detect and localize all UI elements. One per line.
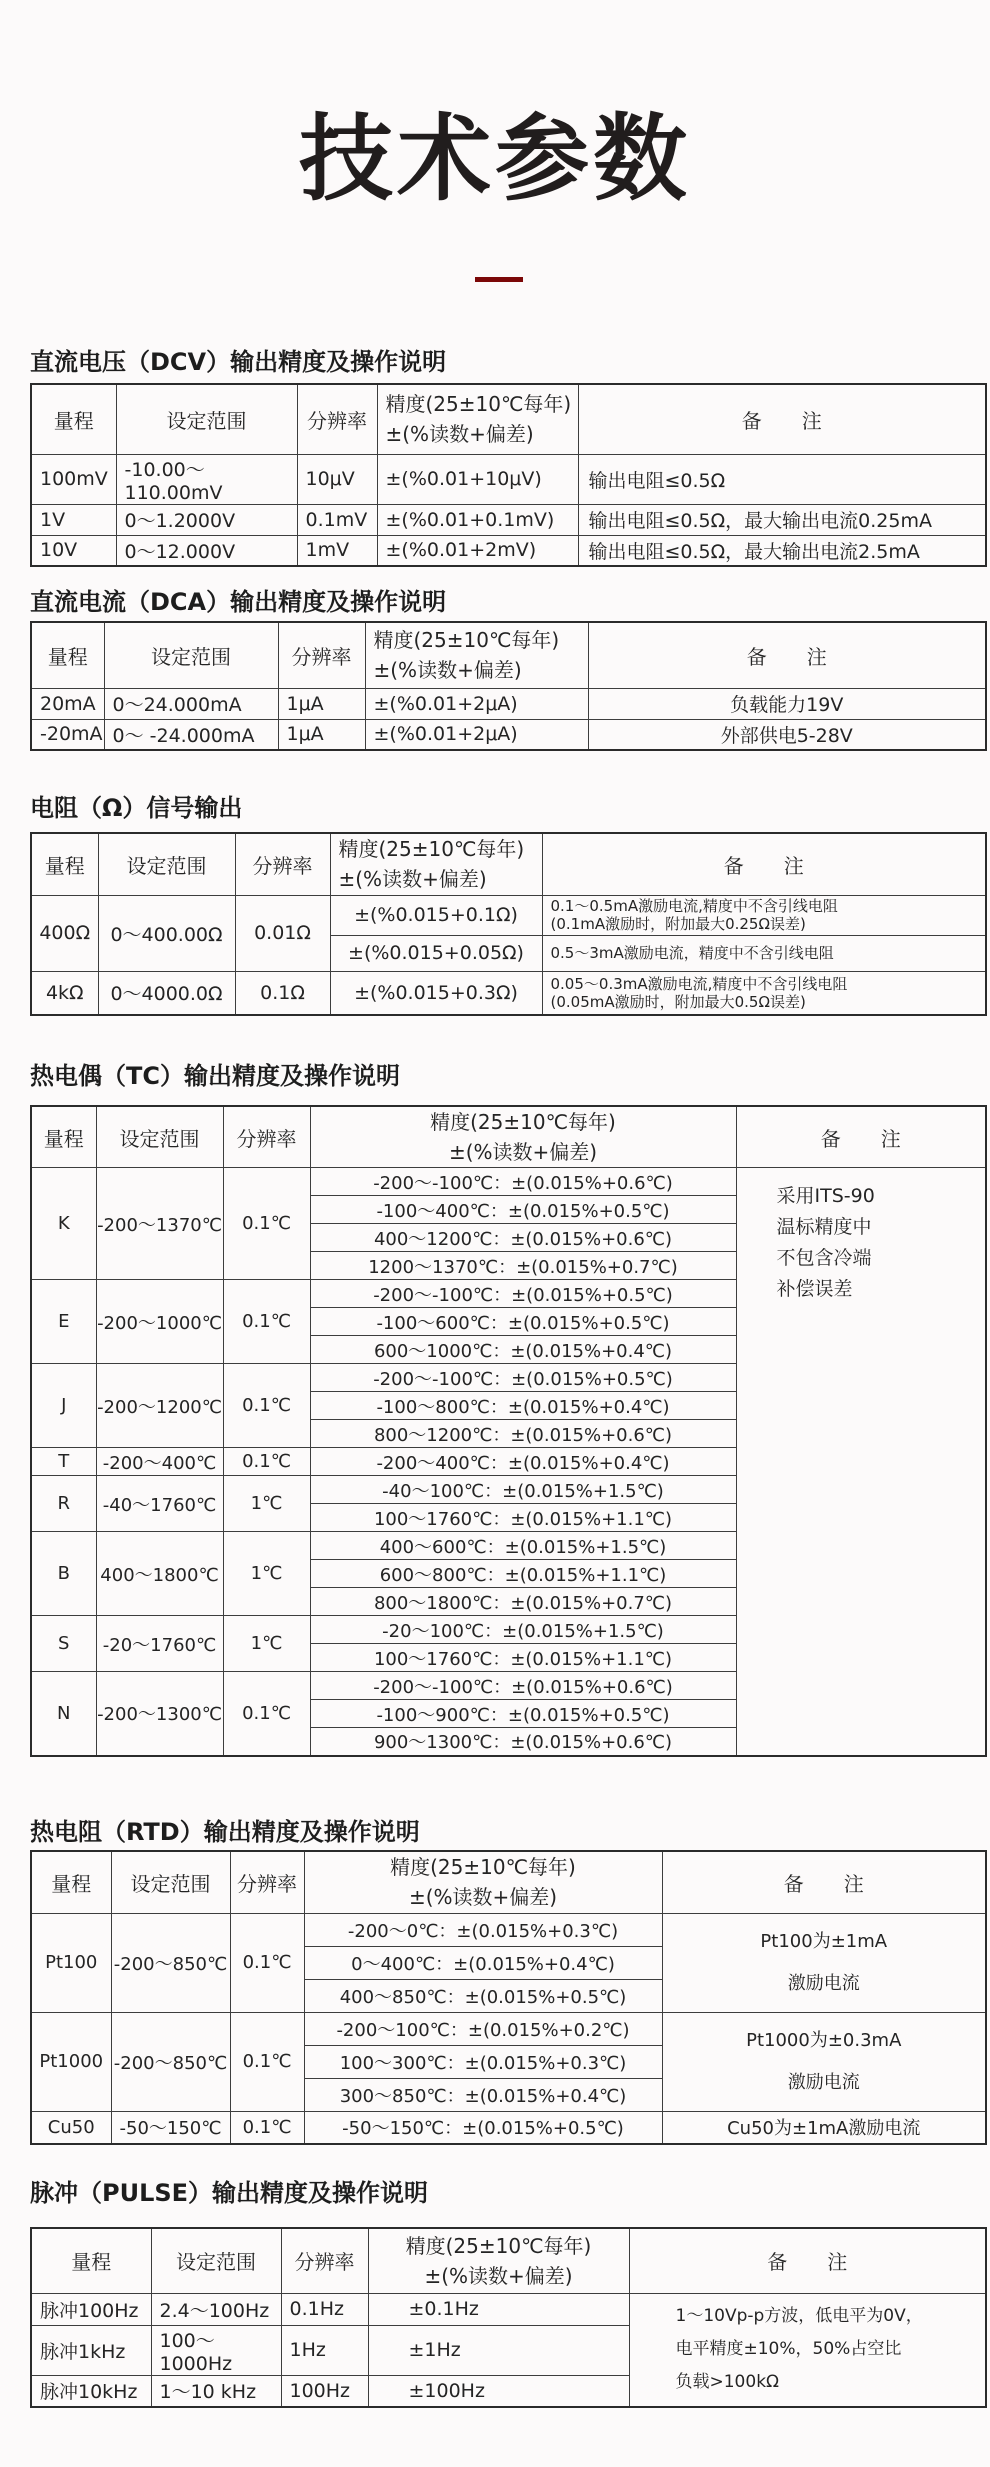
range-cell: -20mA — [31, 719, 104, 750]
accuracy-header-line2: ±(%读数+偏差) — [408, 1885, 558, 1910]
col-header-range: 量程 — [31, 2228, 151, 2293]
accuracy-cell: ±(%0.01+2mV) — [377, 535, 578, 566]
range-cell: K — [31, 1168, 96, 1280]
col-header-resolution: 分辨率 — [230, 1851, 304, 1913]
set-range-cell: -200～1370℃ — [96, 1168, 223, 1280]
col-header-accuracy — [304, 1851, 662, 1913]
section-heading-ohm: 电阻（Ω）信号输出 — [30, 794, 243, 822]
header-row — [31, 1851, 986, 1913]
resolution-cell: 0.01Ω — [235, 895, 330, 971]
table-row — [31, 895, 986, 935]
range-cell: J — [31, 1364, 96, 1448]
col-header-resolution: 分辨率 — [281, 2228, 368, 2293]
note-line: 激励电流 — [787, 2071, 860, 2093]
range-cell: 400Ω — [31, 895, 98, 971]
note-cell: 外部供电5-28V — [588, 719, 986, 750]
pulse-table — [30, 2227, 987, 2408]
range-cell: 脉冲100Hz — [31, 2293, 151, 2325]
note-line: 采用ITS-90 — [776, 1185, 875, 1207]
header-row — [31, 1106, 986, 1168]
resolution-cell: 100Hz — [281, 2375, 368, 2407]
header-row — [31, 384, 986, 454]
resolution-cell: 1℃ — [223, 1476, 310, 1532]
accuracy-cell: -200～0℃：±(0.015%+0.3℃) — [304, 1913, 662, 1946]
section-heading-dca: 直流电流（DCA）输出精度及操作说明 — [30, 588, 447, 616]
dcv-table — [30, 383, 987, 567]
note-cell — [542, 895, 986, 935]
table-row — [31, 2111, 986, 2144]
resolution-cell: 0.1Hz — [281, 2293, 368, 2325]
table-row — [31, 504, 986, 535]
resolution-cell: 0.1℃ — [223, 1364, 310, 1448]
col-header-set-range: 设定范围 — [151, 2228, 281, 2293]
accuracy-header-line1: 精度(25±10℃每年) — [373, 628, 560, 653]
table-row — [31, 2012, 986, 2045]
table-row — [31, 688, 986, 719]
set-range-cell: 1～10 kHz — [151, 2375, 281, 2407]
accuracy-cell: ±(%0.015+0.1Ω) — [330, 895, 542, 935]
accuracy-cell: 1200～1370℃：±(0.015%+0.7℃) — [310, 1252, 736, 1280]
note-line: Pt1000为±0.3mA — [746, 2029, 902, 2051]
rtd-table — [30, 1850, 987, 2145]
resolution-cell: 0.1℃ — [230, 2111, 304, 2144]
accuracy-cell: -20～100℃：±(0.015%+1.5℃) — [310, 1616, 736, 1644]
set-range-cell: 0～24.000mA — [104, 688, 278, 719]
col-header-note: 备 注 — [736, 1106, 986, 1168]
resolution-cell: 0.1℃ — [223, 1672, 310, 1756]
resolution-cell: 0.1℃ — [223, 1448, 310, 1476]
set-range-cell: -20～1760℃ — [96, 1616, 223, 1672]
accuracy-cell: 900～1300℃：±(0.015%+0.6℃) — [310, 1728, 736, 1756]
accuracy-cell: ±1Hz — [368, 2325, 629, 2375]
note-line: 不包含冷端 — [776, 1247, 872, 1269]
accuracy-cell: ±(%0.01+2μA) — [365, 688, 588, 719]
accuracy-header-line1: 精度(25±10℃每年) — [430, 1110, 616, 1134]
range-cell: 20mA — [31, 688, 104, 719]
accuracy-cell: -100～400℃：±(0.015%+0.5℃) — [310, 1196, 736, 1224]
accuracy-cell: ±(%0.01+0.1mV) — [377, 504, 578, 535]
header-row — [31, 2228, 986, 2293]
resolution-cell: 1℃ — [223, 1532, 310, 1616]
resolution-cell: 0.1Ω — [235, 971, 330, 1015]
range-cell: N — [31, 1672, 96, 1756]
accuracy-header-line2: ±(%读数+偏差) — [373, 658, 522, 683]
accuracy-cell: ±0.1Hz — [368, 2293, 629, 2325]
col-header-resolution: 分辨率 — [297, 384, 377, 454]
col-header-accuracy — [310, 1106, 736, 1168]
set-range-cell: -200～1000℃ — [96, 1280, 223, 1364]
accuracy-cell: ±100Hz — [368, 2375, 629, 2407]
set-range-cell: 0～400.00Ω — [98, 895, 235, 971]
accuracy-cell: 800～1200℃：±(0.015%+0.6℃) — [310, 1420, 736, 1448]
dca-table — [30, 621, 987, 751]
table-row — [31, 971, 986, 1015]
set-range-cell: 0～1.2000V — [116, 504, 297, 535]
note-cell: Cu50为±1mA激励电流 — [662, 2111, 986, 2144]
note-cell — [629, 2293, 986, 2407]
col-header-range: 量程 — [31, 1106, 96, 1168]
set-range-cell: -40～1760℃ — [96, 1476, 223, 1532]
range-cell: S — [31, 1616, 96, 1672]
range-cell: 100mV — [31, 454, 116, 504]
accuracy-header-line1: 精度(25±10℃每年) — [385, 392, 572, 417]
table-row — [31, 1913, 986, 1946]
section-heading-dcv: 直流电压（DCV）输出精度及操作说明 — [30, 348, 447, 376]
note-line: 0.05～0.3mA激励电流,精度中不含引线电阻 — [550, 974, 848, 993]
col-header-note: 备 注 — [629, 2228, 986, 2293]
set-range-cell: 0～4000.0Ω — [98, 971, 235, 1015]
set-range-cell: 400～1800℃ — [96, 1532, 223, 1616]
resolution-cell: 0.1℃ — [230, 1913, 304, 2012]
accuracy-cell: -200～-100℃：±(0.015%+0.6℃) — [310, 1168, 736, 1196]
col-header-resolution: 分辨率 — [278, 622, 365, 688]
set-range-cell: 100～1000Hz — [151, 2325, 281, 2375]
range-cell: Cu50 — [31, 2111, 111, 2144]
set-range-cell: 0～ -24.000mA — [104, 719, 278, 750]
set-range-cell: -10.00～110.00mV — [116, 454, 297, 504]
note-cell: 输出电阻≤0.5Ω，最大输出电流0.25mA — [578, 504, 986, 535]
col-header-range: 量程 — [31, 384, 116, 454]
note-line: 电平精度±10%，50%占空比 — [675, 2339, 902, 2360]
col-header-accuracy — [368, 2228, 629, 2293]
note-cell — [542, 971, 986, 1015]
accuracy-cell: -100～600℃：±(0.015%+0.5℃) — [310, 1308, 736, 1336]
accuracy-cell: -50～150℃：±(0.015%+0.5℃) — [304, 2111, 662, 2144]
set-range-cell: -50～150℃ — [111, 2111, 230, 2144]
note-cell — [542, 935, 986, 971]
col-header-range: 量程 — [31, 1851, 111, 1913]
note-line: 激励电流 — [787, 1972, 860, 1994]
range-cell: E — [31, 1280, 96, 1364]
accuracy-cell: -100～900℃：±(0.015%+0.5℃) — [310, 1700, 736, 1728]
set-range-cell: -200～850℃ — [111, 2012, 230, 2111]
resolution-cell: 1μA — [278, 719, 365, 750]
accuracy-cell: 100～1760℃：±(0.015%+1.1℃) — [310, 1504, 736, 1532]
accuracy-cell: 400～1200℃：±(0.015%+0.6℃) — [310, 1224, 736, 1252]
col-header-accuracy — [330, 833, 542, 895]
set-range-cell: -200～1300℃ — [96, 1672, 223, 1756]
accuracy-cell: ±(%0.015+0.05Ω) — [330, 935, 542, 971]
set-range-cell: -200～850℃ — [111, 1913, 230, 2012]
note-line: 补偿误差 — [776, 1278, 853, 1300]
accuracy-cell: ±(%0.015+0.3Ω) — [330, 971, 542, 1015]
note-line: 0.1～0.5mA激励电流,精度中不含引线电阻 — [550, 897, 838, 915]
accuracy-cell: 300～850℃：±(0.015%+0.4℃) — [304, 2078, 662, 2111]
accuracy-cell: -200～400℃：±(0.015%+0.4℃) — [310, 1448, 736, 1476]
range-cell: Pt1000 — [31, 2012, 111, 2111]
col-header-accuracy — [365, 622, 588, 688]
title-divider — [475, 277, 523, 282]
section-heading-rtd: 热电阻（RTD）输出精度及操作说明 — [30, 1818, 420, 1846]
resolution-cell: 1mV — [297, 535, 377, 566]
col-header-set-range: 设定范围 — [111, 1851, 230, 1913]
section-heading-pulse: 脉冲（PULSE）输出精度及操作说明 — [30, 2179, 429, 2207]
accuracy-cell: -200～100℃：±(0.015%+0.2℃) — [304, 2012, 662, 2045]
resolution-cell: 0.1℃ — [223, 1168, 310, 1280]
tc-table — [30, 1105, 987, 1757]
accuracy-cell: 600～1000℃：±(0.015%+0.4℃) — [310, 1336, 736, 1364]
note-cell — [662, 2012, 986, 2111]
accuracy-cell: -200～-100℃：±(0.015%+0.6℃) — [310, 1672, 736, 1700]
range-cell: R — [31, 1476, 96, 1532]
resolution-cell: 10μV — [297, 454, 377, 504]
resolution-cell: 1℃ — [223, 1616, 310, 1672]
accuracy-cell: 400～850℃：±(0.015%+0.5℃) — [304, 1979, 662, 2012]
accuracy-header-line1: 精度(25±10℃每年) — [338, 837, 525, 862]
accuracy-header-line2: ±(%读数+偏差) — [338, 867, 487, 892]
range-cell: 10V — [31, 535, 116, 566]
note-cell: 输出电阻≤0.5Ω，最大输出电流2.5mA — [578, 535, 986, 566]
accuracy-cell: 100～300℃：±(0.015%+0.3℃) — [304, 2045, 662, 2078]
note-cell: 负载能力19V — [588, 688, 986, 719]
range-cell: B — [31, 1532, 96, 1616]
col-header-range: 量程 — [31, 833, 98, 895]
accuracy-cell: -200～-100℃：±(0.015%+0.5℃) — [310, 1364, 736, 1392]
table-row — [31, 719, 986, 750]
accuracy-header-line2: ±(%读数+偏差) — [424, 2263, 573, 2288]
range-cell: T — [31, 1448, 96, 1476]
range-cell: 脉冲1kHz — [31, 2325, 151, 2375]
col-header-note: 备 注 — [588, 622, 986, 688]
note-line: (0.1mA激励时，附加最大0.25Ω误差) — [550, 915, 806, 933]
resolution-cell: 0.1℃ — [223, 1280, 310, 1364]
accuracy-cell: -100～800℃：±(0.015%+0.4℃) — [310, 1392, 736, 1420]
table-row — [31, 2293, 986, 2325]
col-header-set-range: 设定范围 — [96, 1106, 223, 1168]
section-heading-tc: 热电偶（TC）输出精度及操作说明 — [30, 1062, 400, 1090]
set-range-cell: 2.4～100Hz — [151, 2293, 281, 2325]
range-cell: 脉冲10kHz — [31, 2375, 151, 2407]
page-title: 技术参数 — [298, 105, 691, 214]
note-line: 负载>100kΩ — [675, 2372, 780, 2393]
note-cell: 输出电阻≤0.5Ω — [578, 454, 986, 504]
accuracy-header-line2: ±(%读数+偏差) — [448, 1140, 598, 1164]
resolution-cell: 0.1mV — [297, 504, 377, 535]
accuracy-cell: 100～1760℃：±(0.015%+1.1℃) — [310, 1644, 736, 1672]
col-header-set-range: 设定范围 — [98, 833, 235, 895]
resolution-cell: 0.1℃ — [230, 2012, 304, 2111]
accuracy-cell: 800～1800℃：±(0.015%+0.7℃) — [310, 1588, 736, 1616]
note-line: 1～10Vp-p方波，低电平为0V， — [675, 2306, 923, 2327]
set-range-cell: -200～400℃ — [96, 1448, 223, 1476]
note-line: 温标精度中 — [776, 1216, 872, 1238]
col-header-set-range: 设定范围 — [104, 622, 278, 688]
resolution-cell: 1Hz — [281, 2325, 368, 2375]
col-header-range: 量程 — [31, 622, 104, 688]
note-line: (0.05mA激励时，附加最大0.5Ω误差) — [550, 992, 806, 1011]
table-row — [31, 454, 986, 504]
note-cell — [736, 1168, 986, 1756]
range-cell: 1V — [31, 504, 116, 535]
set-range-cell: 0～12.000V — [116, 535, 297, 566]
accuracy-cell: ±(%0.01+10μV) — [377, 454, 578, 504]
note-line: 0.5～3mA激励电流，精度中不含引线电阻 — [550, 944, 834, 962]
note-line: Pt100为±1mA — [760, 1930, 888, 1952]
col-header-note: 备 注 — [542, 833, 986, 895]
col-header-accuracy — [377, 384, 578, 454]
table-row — [31, 535, 986, 566]
col-header-note: 备 注 — [578, 384, 986, 454]
accuracy-cell: 0～400℃：±(0.015%+0.4℃) — [304, 1946, 662, 1979]
accuracy-cell: -40～100℃：±(0.015%+1.5℃) — [310, 1476, 736, 1504]
accuracy-header-line1: 精度(25±10℃每年) — [405, 2233, 592, 2258]
accuracy-cell: -200～-100℃：±(0.015%+0.5℃) — [310, 1280, 736, 1308]
accuracy-cell: 400～600℃：±(0.015%+1.5℃) — [310, 1532, 736, 1560]
resolution-cell: 1μA — [278, 688, 365, 719]
col-header-note: 备 注 — [662, 1851, 986, 1913]
ohm-table — [30, 832, 987, 1016]
accuracy-header-line1: 精度(25±10℃每年) — [390, 1855, 576, 1880]
note-cell — [662, 1913, 986, 2012]
accuracy-header-line2: ±(%读数+偏差) — [385, 422, 534, 447]
accuracy-cell: ±(%0.01+2μA) — [365, 719, 588, 750]
table-row — [31, 1168, 986, 1196]
accuracy-cell: 600～800℃：±(0.015%+1.1℃) — [310, 1560, 736, 1588]
col-header-set-range: 设定范围 — [116, 384, 297, 454]
set-range-cell: -200～1200℃ — [96, 1364, 223, 1448]
col-header-resolution: 分辨率 — [235, 833, 330, 895]
range-cell: Pt100 — [31, 1913, 111, 2012]
header-row — [31, 622, 986, 688]
header-row — [31, 833, 986, 895]
range-cell: 4kΩ — [31, 971, 98, 1015]
col-header-resolution: 分辨率 — [223, 1106, 310, 1168]
